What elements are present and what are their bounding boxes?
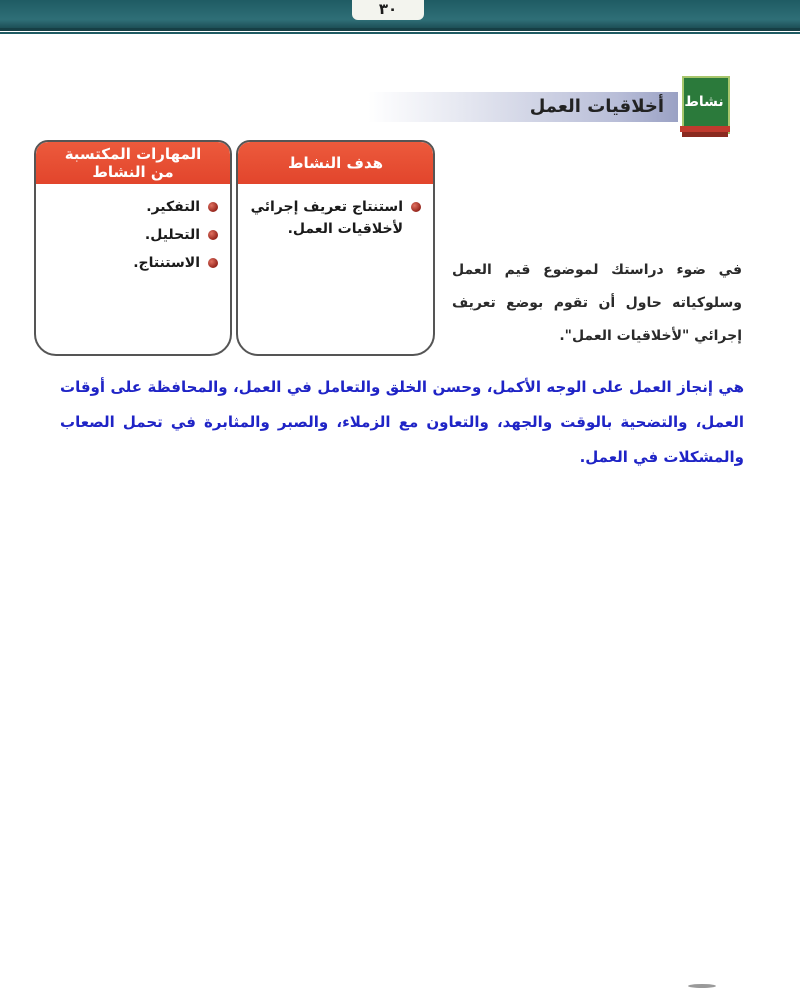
goal-box-title: هدف النشاط bbox=[287, 154, 384, 172]
skill-item: التفكير. bbox=[146, 199, 200, 215]
page-number: ٣٠ bbox=[352, 0, 424, 20]
list-item bbox=[44, 224, 218, 246]
activity-title: أخلاقيات العمل bbox=[529, 96, 664, 117]
skill-item: الاستنتاج. bbox=[133, 255, 200, 271]
skills-box-title-line2: من النشاط bbox=[92, 163, 174, 181]
footer-mark bbox=[688, 984, 716, 988]
acquired-skills-box bbox=[34, 140, 232, 356]
activity-goal-box bbox=[236, 140, 435, 356]
goal-box-body bbox=[238, 184, 433, 240]
goal-box-header bbox=[238, 142, 433, 184]
book-stack-layer bbox=[682, 132, 728, 137]
skills-box-header bbox=[36, 142, 230, 184]
bullet-icon bbox=[411, 202, 421, 212]
bullet-icon bbox=[208, 258, 218, 268]
bullet-icon bbox=[208, 230, 218, 240]
header-rule bbox=[0, 32, 800, 34]
skills-box-body bbox=[36, 184, 230, 274]
activity-instructions: في ضوء دراستك لموضوع قيم العمل وسلوكياته حاول أن تقوم بوضع تعريف إجرائي "لأخلاقيات العمل". bbox=[452, 262, 742, 344]
list-item bbox=[44, 252, 218, 274]
goal-item: استنتاج تعريف إجرائي لأخلاقيات العمل. bbox=[250, 199, 403, 237]
skills-box-title-line1: المهارات المكتسبة bbox=[64, 145, 202, 163]
bullet-icon bbox=[208, 202, 218, 212]
activity-badge-label: نشاط bbox=[684, 94, 724, 110]
answer-paragraph: هي إنجاز العمل على الوجه الأكمل، وحسن الخلق والتعامل في العمل، والمحافظة على أوقات العمل، والتضحية بالوقت والجهد، والتعاون مع الزملاء، والصبر والمثابرة في تحمل الصعاب والمشكلات في العمل. bbox=[60, 378, 744, 466]
skill-item: التحليل. bbox=[144, 227, 200, 243]
list-item bbox=[246, 196, 421, 240]
activity-badge bbox=[680, 76, 730, 138]
list-item bbox=[44, 196, 218, 218]
